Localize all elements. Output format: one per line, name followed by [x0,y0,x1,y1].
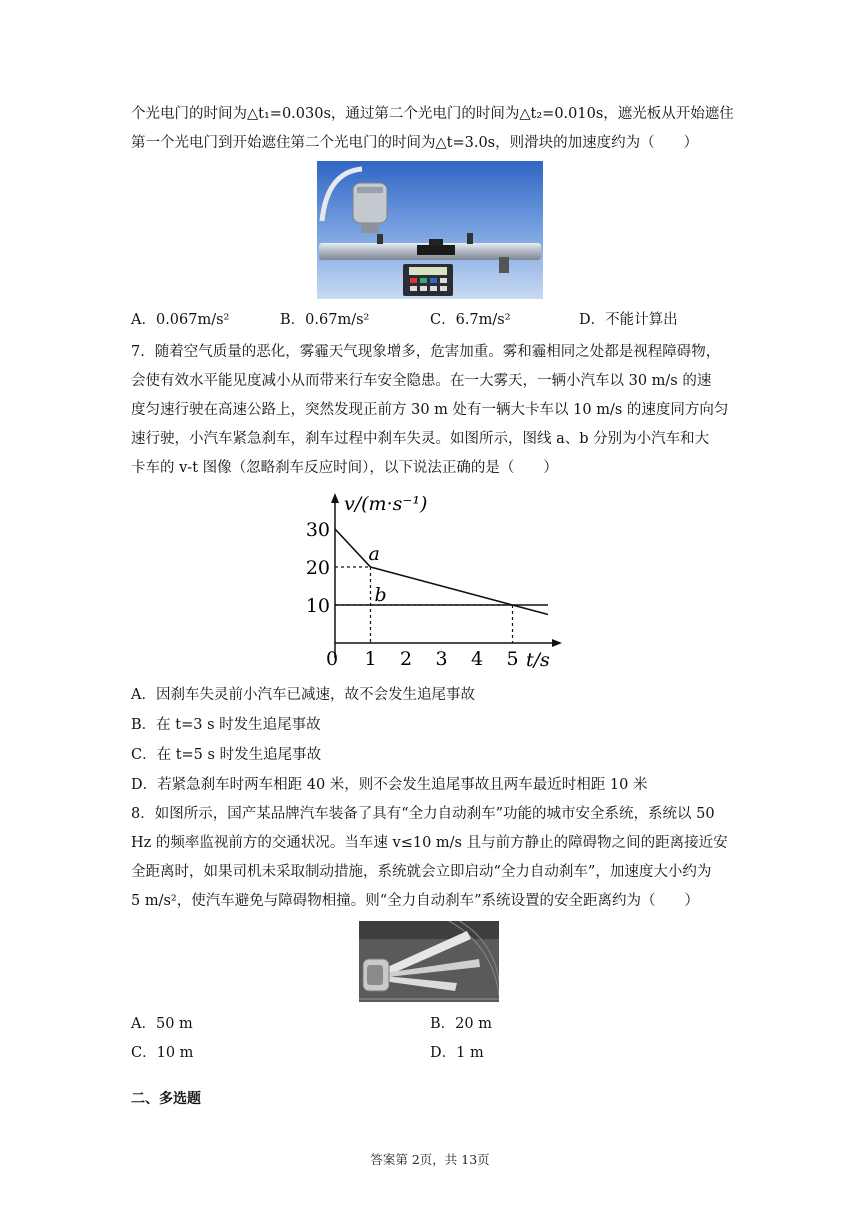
y-tick-label-10: 10 [305,595,330,617]
q8-line-4: 5 m/s²，使汽车避免与障碍物相撞。则“全力自动刹车”系统设置的安全距离约为（ ） [131,893,700,909]
air-track-photo [317,161,543,299]
q6-option-c: C．6.7m/s² [430,312,511,328]
page-footer: 答案第 2页，共 13页 [370,1152,490,1167]
x-tick-label-1: 1 [364,648,377,670]
q7-line-2: 会使有效水平能见度减小从而带来行车安全隐患。在一大雾天，一辆小汽车以 30 m/s 的速 [131,373,712,389]
q6-option-d: D．不能计算出 [579,312,678,328]
q7-line-4: 速行驶，小汽车紧急刹车，刹车过程中刹车失灵。如图所示，图线 a、b 分别为小汽车和大 [131,431,710,447]
auto-brake-photo [359,921,499,1002]
q7-option-c: C．在 t=5 s 时发生追尾事故 [131,747,322,763]
q7-line-1: 7．随着空气质量的恶化，雾霾天气现象增多，危害加重。雾和霾相同之处都是视程障碍物， [131,344,721,360]
q8-line-2: Hz 的频率监视前方的交通状况。当车速 v≤10 m/s 且与前方静止的障碍物之间的距离接近安 [131,835,728,851]
vt-chart [300,488,570,676]
q6-option-b: B．0.67m/s² [280,312,370,328]
q6-line-1: 个光电门的时间为△t₁=0.030s，通过第二个光电门的时间为△t₂=0.010s，遮光板从开始遮住 [131,106,734,122]
x-tick-label-4: 4 [470,648,484,670]
x-tick-label-5: 5 [506,648,519,670]
x-tick-label-0: 0 [325,648,339,670]
q7-line-5: 卡车的 v-t 图像（忽略刹车反应时间），以下说法正确的是（ ） [131,460,558,476]
q8-option-d: D．1 m [430,1045,484,1061]
y-axis-arrow [331,493,339,503]
q8-option-a: A．50 m [131,1016,193,1032]
x-tick-label-2: 2 [399,648,413,670]
q7-line-3: 度匀速行驶在高速公路上，突然发现正前方 30 m 处有一辆大卡车以 10 m/s 的速度同方向匀 [131,402,729,418]
q8-option-b: B．20 m [430,1016,492,1032]
q6-option-a: A．0.067m/s² [131,312,230,328]
series-label-a: a [368,543,380,565]
q8-option-c: C．10 m [131,1045,194,1061]
series-label-b: b [374,584,387,606]
q8-line-1: 8．如图所示，国产某品牌汽车装备了具有“全力自动刹车”功能的城市安全系统，系统以 50 [131,806,715,822]
x-axis-arrow [552,639,562,647]
q8-line-3: 全距离时，如果司机未采取制动措施，系统就会立即启动“全力自动刹车”，加速度大小约为 [131,864,712,880]
q7-option-d: D．若紧急刹车时两车相距 40 米，则不会发生追尾事故且两车最近时相距 10 米 [131,777,648,793]
series-line-a [335,529,548,615]
x-axis-label: t/s [526,649,550,671]
q7-option-a: A．因刹车失灵前小汽车已减速，故不会发生追尾事故 [131,687,475,703]
q7-option-b: B．在 t=3 s 时发生追尾事故 [131,717,321,733]
y-axis-label: v/(m·s⁻¹) [344,493,428,515]
y-tick-label-30: 30 [305,519,330,541]
q6-line-2: 第一个光电门到开始遮住第二个光电门的时间为△t=3.0s，则滑块的加速度约为（ ） [131,135,699,151]
section-title: 二、多选题 [131,1091,201,1107]
x-tick-label-3: 3 [435,648,448,670]
y-tick-label-20: 20 [305,557,330,579]
